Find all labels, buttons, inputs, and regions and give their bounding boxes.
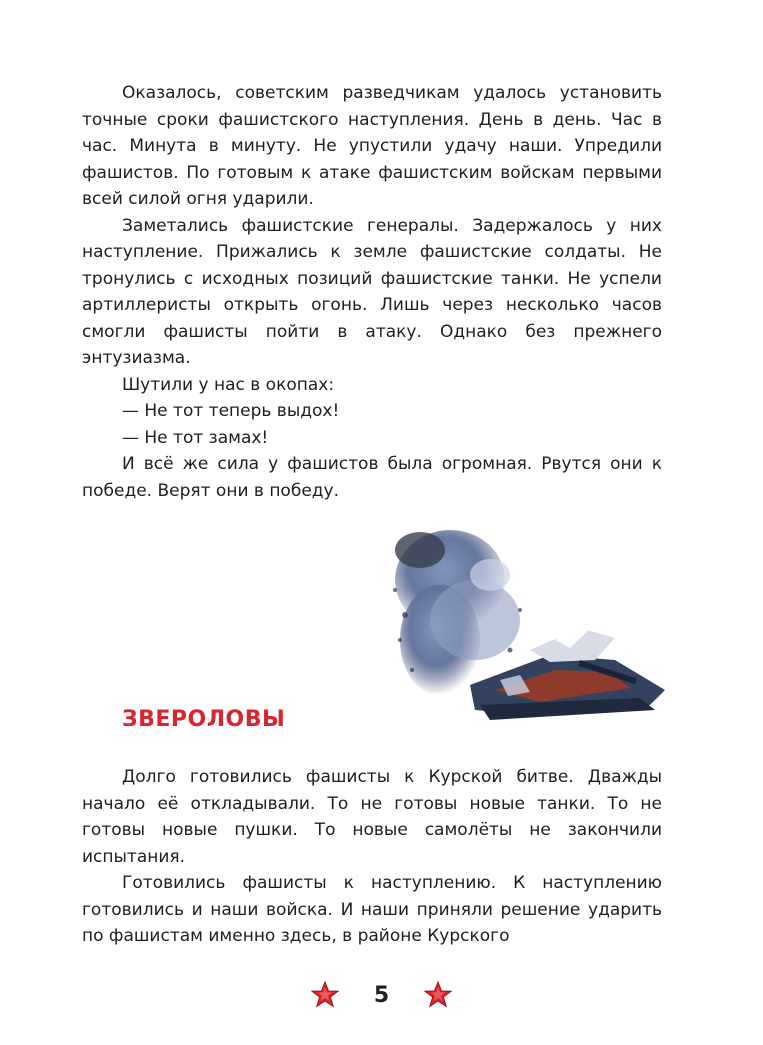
dialog-line: — Не тот замах!: [122, 427, 269, 448]
page-number: 5: [373, 982, 390, 1008]
paragraph: Готовились фашисты к наступлению. К наступлению готовились и наши войска. И наши приняли решение ударить по фашистам именно здесь, в районе Курского: [82, 873, 662, 946]
paragraph: И всё же сила у фашистов была огромная. Рвутся они к победе. Верят они в победу.: [82, 454, 662, 501]
page-footer: [0, 975, 763, 1015]
tank-explosion-illustration: [380, 520, 680, 735]
red-star-icon: [423, 980, 453, 1010]
text-section-2: [82, 764, 662, 950]
dialog-line: — Не тот теперь выдох!: [122, 401, 340, 421]
text-section-1: [82, 80, 662, 504]
red-star-icon: [310, 980, 340, 1010]
paragraph: Заметались фашистские генералы. Задержалось у них наступление. Прижались к земле фашистские солдаты. Не тронулись с исходных позиций фашистские танки. Не успели артиллеристы открыть огонь. Лишь через несколько часов смогли фашисты пойти в атаку. Однако без прежнего энтузиазма.: [82, 215, 662, 368]
paragraph: Долго готовились фашисты к Курской битве. Дважды начало её откладывали. То не готовы новые танки. То не готовы новые пушки. То новые самолёты не закончили испытания.: [82, 767, 662, 867]
paragraph: Шутили у нас в окопах:: [122, 374, 335, 395]
section-heading: ЗВЕРОЛОВЫ: [122, 707, 286, 732]
paragraph: Оказалось, советским разведчикам удалось установить точные сроки фашистского наступления. День в день. Час в час. Минута в минуту. Не упустили удачу наши. Упредили фашистов. По готовым к атаке фашистским войскам первыми всей силой огня ударили.: [82, 83, 662, 209]
